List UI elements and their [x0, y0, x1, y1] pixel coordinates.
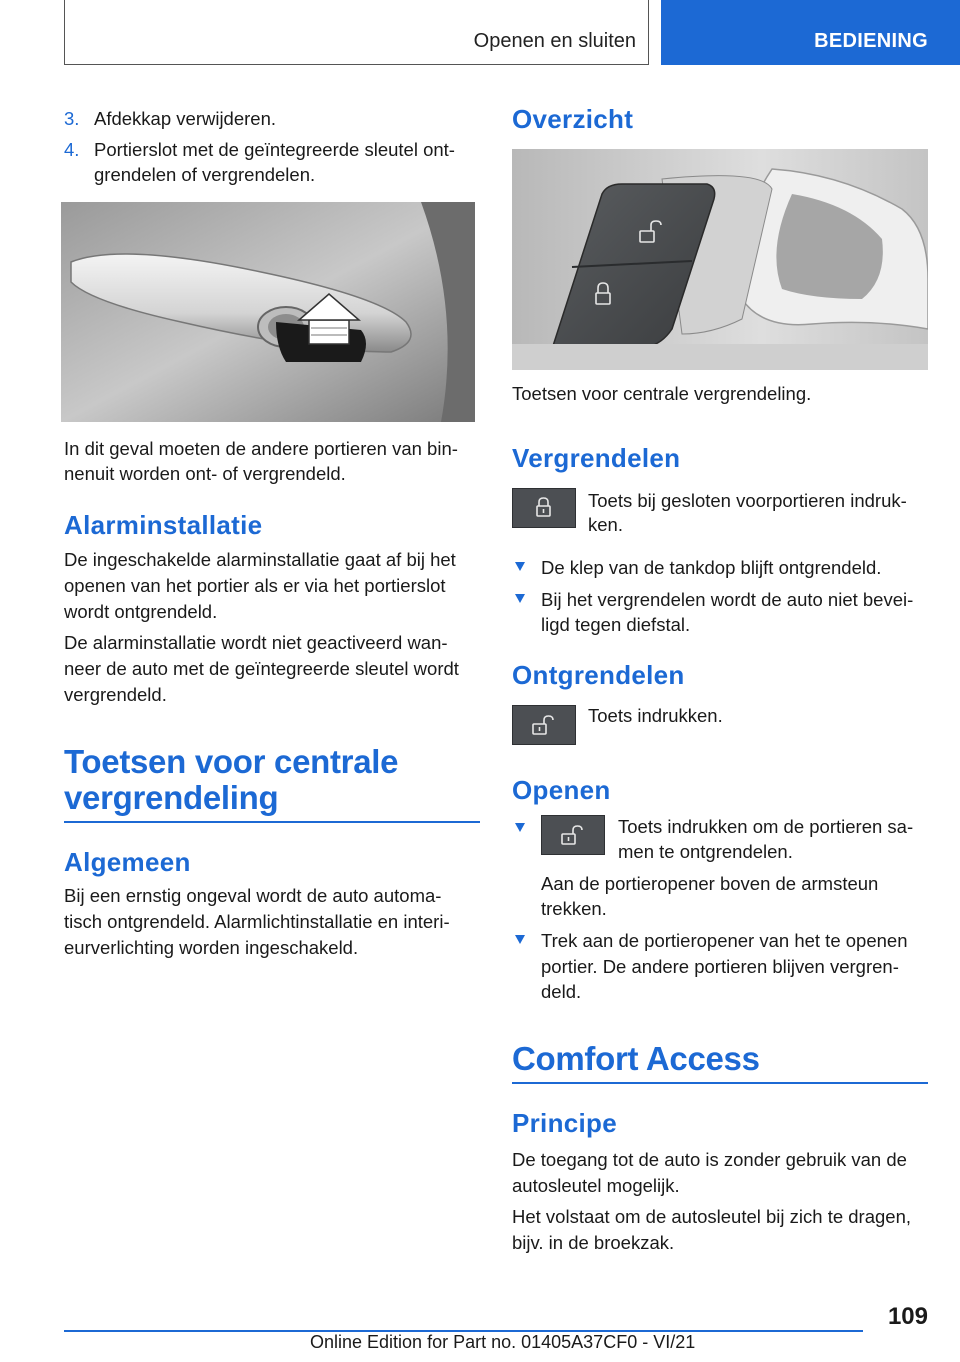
bullet-text: Aan de portieropener boven de armsteun: [541, 873, 879, 894]
body-text: openen van het portier als er via het portierslot: [64, 575, 446, 596]
chapter-heading-line1: Toetsen voor centrale: [64, 743, 399, 780]
page-number: 109: [887, 1303, 928, 1330]
step-text: grendelen of vergrendelen.: [94, 164, 316, 185]
bullet-text: De klep van de tankdop blijft ontgrendeld.: [541, 557, 882, 578]
step-number: 3.: [64, 108, 80, 129]
unlock-button-icon: [541, 815, 605, 855]
body-text: ken.: [588, 514, 623, 535]
bullet-text: trekken.: [541, 898, 607, 919]
header-section-tab: [661, 0, 960, 65]
body-text: Toets indrukken.: [588, 705, 723, 726]
bullet-text: Toets indrukken om de portieren sa-: [618, 816, 914, 837]
bullet-text: men te ontgrendelen.: [618, 841, 793, 862]
body-text: autosleutel mogelijk.: [512, 1175, 680, 1196]
header-title-box: [64, 0, 649, 65]
section-heading-unlock: Ontgrendelen: [512, 660, 685, 690]
section-heading-overview: Overzicht: [512, 104, 634, 134]
body-text: Het volstaat om de autosleutel bij zich te dragen,: [512, 1206, 912, 1227]
bullet-text: Trek aan de portieropener van het te openen: [541, 930, 908, 951]
section-heading-general: Algemeen: [64, 847, 191, 877]
chapter-heading-comfort-access: Comfort Access: [512, 1040, 760, 1077]
body-text: Toets bij gesloten voorportieren indruk-: [588, 490, 907, 511]
body-text: eurverlichting worden ingeschakeld.: [64, 937, 359, 958]
section-heading-principle: Principe: [512, 1108, 617, 1138]
body-text: neer de auto met de geïntegreerde sleutel wordt: [64, 658, 459, 679]
body-text: tisch ontgrendeld. Alarmlichtinstallatie en interi-: [64, 911, 450, 932]
central-lock-buttons-photo: [512, 149, 928, 370]
step-number: 4.: [64, 139, 80, 160]
bullet-text: portier. De andere portieren blijven vergren-: [541, 956, 899, 977]
body-text: Bij een ernstig ongeval wordt de auto automa-: [64, 885, 442, 906]
section-heading-alarm: Alarminstallatie: [64, 510, 263, 540]
footer-edition: Online Edition for Part no. 01405A37CF0 - VI/21: [310, 1332, 696, 1352]
bullet-triangle-icon: [515, 562, 525, 571]
body-text: De toegang tot de auto is zonder gebruik van de: [512, 1149, 907, 1170]
body-text: nenuit worden ont- of vergrendeld.: [64, 463, 346, 484]
step-text: Afdekkap verwijderen.: [94, 108, 277, 129]
bullet-text: Bij het vergrendelen wordt de auto niet bevei-: [541, 589, 914, 610]
lock-button-icon: [512, 488, 576, 528]
body-text: wordt ontgrendeld.: [64, 601, 218, 622]
section-heading-lock: Vergrendelen: [512, 443, 681, 473]
unlock-button-icon: [512, 705, 576, 745]
bullet-text: deld.: [541, 981, 582, 1002]
step-text: Portierslot met de geïntegreerde sleutel ont-: [94, 139, 455, 160]
bullet-text: ligd tegen diefstal.: [541, 614, 691, 635]
chapter-heading-line2: vergrendeling: [64, 779, 279, 816]
door-handle-photo: [61, 202, 475, 422]
body-text: vergrendeld.: [64, 684, 167, 705]
body-text: bijv. in de broekzak.: [512, 1232, 675, 1253]
bullet-triangle-icon: [515, 594, 525, 603]
section-heading-open: Openen: [512, 775, 611, 805]
bullet-triangle-icon: [515, 935, 525, 944]
body-text: De ingeschakelde alarminstallatie gaat af bij het: [64, 549, 456, 570]
body-text: De alarminstallatie wordt niet geactiveerd wan-: [64, 632, 448, 653]
heading-rule: [64, 821, 480, 823]
header-section: BEDIENING: [814, 30, 928, 52]
body-text: In dit geval moeten de andere portieren van bin-: [64, 438, 458, 459]
bullet-triangle-icon: [515, 823, 525, 832]
heading-rule: [512, 1082, 928, 1084]
image-caption: Toetsen voor centrale vergrendeling.: [512, 383, 812, 404]
header-title: Openen en sluiten: [473, 30, 636, 52]
